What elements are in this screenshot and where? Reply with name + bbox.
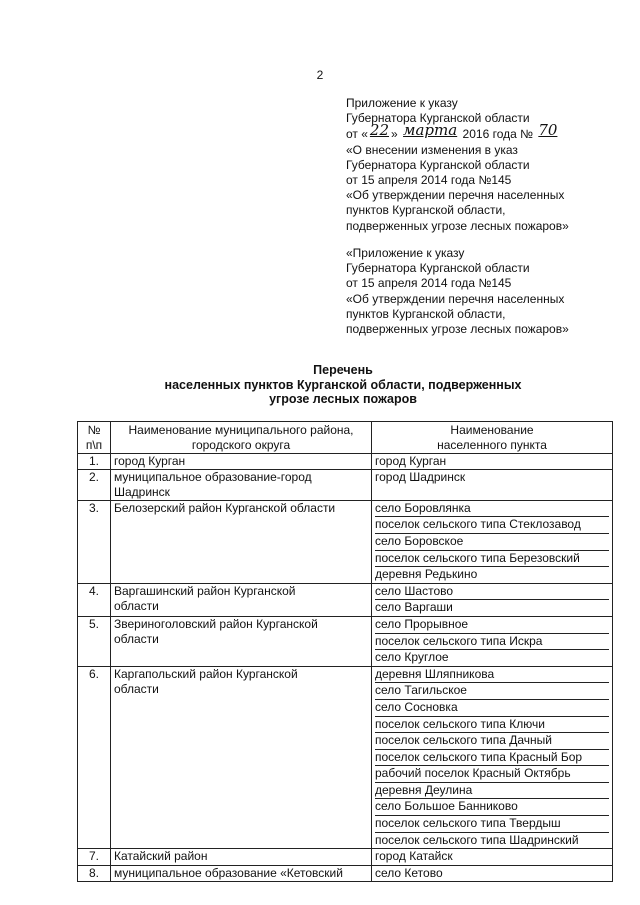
settlement-name: город Катайск xyxy=(375,849,453,864)
appendix-line: Губернатора Курганской области xyxy=(346,111,530,126)
district-name xyxy=(111,500,372,583)
district-line: области xyxy=(114,681,159,696)
settlement-name: город Курган xyxy=(375,453,447,468)
settlement-name: село Тагильское xyxy=(375,683,609,700)
table-row xyxy=(78,616,613,666)
district-line: город Курган xyxy=(114,453,186,468)
settlement-cell xyxy=(372,500,613,583)
settlement-cell xyxy=(372,616,613,666)
appendix-date-line xyxy=(346,121,636,142)
district-line: Шадринск xyxy=(114,484,170,499)
district-line: Катайский район xyxy=(114,849,208,864)
district-name xyxy=(111,453,372,470)
settlement-cell xyxy=(372,666,613,849)
settlement-name: село Шастово xyxy=(375,584,609,601)
settlement-name: поселок сельского типа Красный Бор xyxy=(375,750,609,767)
appendix-line: «Приложение к указу xyxy=(346,246,465,260)
district-line: Каргапольский район Курганской xyxy=(114,666,298,681)
district-name xyxy=(111,470,372,501)
settlements-table xyxy=(77,421,613,882)
row-number: 2. xyxy=(78,470,111,501)
appendix-line: Губернатора Курганской области xyxy=(346,157,530,172)
settlement-cell xyxy=(372,470,613,501)
row-number: 3. xyxy=(78,500,111,583)
appendix-line: от 15 апреля 2014 года №145 xyxy=(346,173,512,188)
appendix-line: Губернатора Курганской области xyxy=(346,261,530,276)
district-name xyxy=(111,849,372,866)
table-row xyxy=(78,666,613,849)
settlement-name: село Боровлянка xyxy=(375,501,609,518)
settlement-cell xyxy=(372,849,613,866)
settlement-cell xyxy=(372,453,613,470)
row-number: 7. xyxy=(78,849,111,866)
header-district: Наименование муниципального района, городского округа xyxy=(111,422,372,454)
title-line: населенных пунктов Курганской области, подверженных xyxy=(164,377,522,392)
appendix-line: подверженных угрозе лесных пожаров» xyxy=(346,218,569,233)
table-header-row xyxy=(78,422,613,454)
date-mid: » xyxy=(391,127,398,142)
list-title xyxy=(0,363,640,407)
settlement-name: поселок сельского типа Искра xyxy=(375,634,609,651)
date-prefix: от « xyxy=(346,127,368,142)
appendix-line: «Об утверждении перечня населенных xyxy=(346,291,565,306)
appendix-line: Приложение к указу xyxy=(346,96,458,110)
header-number: № п\п xyxy=(78,422,111,454)
row-number: 5. xyxy=(78,616,111,666)
appendix-line: подверженных угрозе лесных пожаров» xyxy=(346,322,569,337)
settlement-cell xyxy=(372,583,613,616)
table-row xyxy=(78,500,613,583)
settlement-name: село Варгаши xyxy=(375,600,453,615)
district-line: муниципальное образование-город xyxy=(114,470,312,485)
settlement-name: село Боровское xyxy=(375,534,609,551)
settlement-cell xyxy=(372,865,613,882)
title-line: угрозе лесных пожаров xyxy=(269,392,417,407)
table-row xyxy=(78,453,613,470)
settlement-name: село Прорывное xyxy=(375,617,609,634)
table-body xyxy=(78,453,613,882)
settlement-name: поселок сельского типа Шадринский xyxy=(375,832,579,847)
settlement-name: поселок сельского типа Березовский xyxy=(375,551,609,568)
settlement-name: село Большое Банниково xyxy=(375,799,609,816)
table-row xyxy=(78,583,613,616)
year-text: 2016 года № xyxy=(462,127,533,142)
handwritten-day: 22 xyxy=(369,121,390,140)
handwritten-number: 70 xyxy=(538,121,558,140)
settlement-name: поселок сельского типа Ключи xyxy=(375,717,609,734)
district-name xyxy=(111,666,372,849)
original-appendix-header xyxy=(346,246,636,337)
handwritten-month: марта xyxy=(403,121,458,140)
table-row xyxy=(78,865,613,882)
district-name xyxy=(111,865,372,882)
district-name xyxy=(111,616,372,666)
district-line: Белозерский район Курганской области xyxy=(114,500,336,515)
settlement-name: поселок сельского типа Стеклозавод xyxy=(375,517,609,534)
title-line: Перечень xyxy=(313,363,373,377)
appendix-line: пунктов Курганской области, xyxy=(346,306,506,321)
settlement-name: село Кетово xyxy=(375,865,443,880)
settlement-name: город Шадринск xyxy=(375,470,466,485)
row-number: 4. xyxy=(78,583,111,616)
row-number: 1. xyxy=(78,453,111,470)
row-number: 6. xyxy=(78,666,111,849)
page-number: 2 xyxy=(316,68,324,82)
settlement-name: рабочий поселок Красный Октябрь xyxy=(375,766,609,783)
settlement-name: поселок сельского типа Дачный xyxy=(375,733,609,750)
row-number: 8. xyxy=(78,865,111,882)
district-line: области xyxy=(114,631,159,646)
district-line: области xyxy=(114,598,159,613)
settlement-name: деревня Деулина xyxy=(375,783,609,800)
appendix-line: «О внесении изменения в указ xyxy=(346,142,518,157)
settlement-name: деревня Шляпникова xyxy=(375,667,609,684)
table-row xyxy=(78,849,613,866)
appendix-line: от 15 апреля 2014 года №145 xyxy=(346,276,512,291)
district-line: муниципальное образование «Кетовский xyxy=(114,865,343,880)
table-row xyxy=(78,470,613,501)
settlement-name: поселок сельского типа Твердыш xyxy=(375,816,609,833)
header-settlement: Наименование населенного пункта xyxy=(372,422,613,454)
appendix-line: «Об утверждении перечня населенных xyxy=(346,188,565,203)
appendix-line: пунктов Курганской области, xyxy=(346,203,506,218)
district-line: Звериноголовский район Курганской xyxy=(114,616,318,631)
district-name xyxy=(111,583,372,616)
settlement-name: деревня Редькино xyxy=(375,567,478,582)
settlement-name: село Сосновка xyxy=(375,700,609,717)
settlement-name: село Круглое xyxy=(375,650,449,665)
appendix-header xyxy=(346,96,636,234)
district-line: Варгашинский район Курганской xyxy=(114,583,296,598)
